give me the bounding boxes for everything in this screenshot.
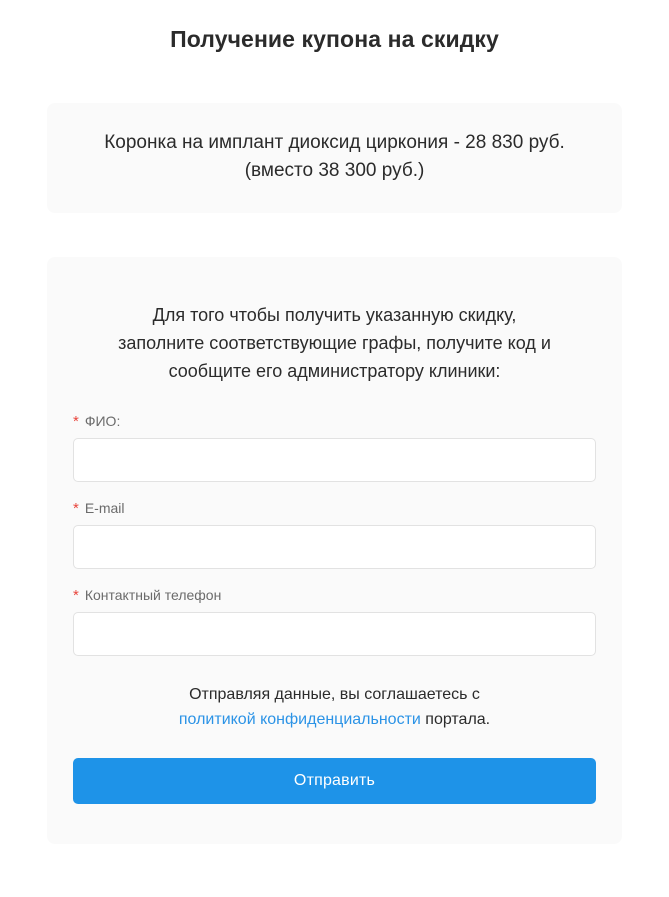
consent-text bbox=[73, 682, 596, 732]
privacy-policy-link[interactable]: политикой конфиденциальности bbox=[178, 711, 421, 728]
field-email-label-text: E-mail bbox=[84, 500, 125, 516]
field-phone-label-text: Контактный телефон bbox=[84, 587, 222, 603]
page-title: Получение купона на скидку bbox=[170, 26, 499, 52]
field-email-label bbox=[73, 500, 596, 516]
field-phone bbox=[73, 587, 596, 656]
field-fullname-label-text: ФИО: bbox=[84, 413, 121, 429]
consent-line-2 bbox=[73, 707, 596, 732]
coupon-form-card bbox=[47, 257, 622, 844]
required-asterisk-icon: * bbox=[73, 587, 79, 604]
offer-line-1: Коронка на имплант диоксид циркония - 28 830 руб. bbox=[104, 132, 565, 153]
field-email bbox=[73, 500, 596, 569]
form-intro-line-2: заполните соответствующие графы, получите код и bbox=[118, 333, 551, 353]
required-asterisk-icon: * bbox=[73, 413, 79, 430]
form-intro-line-3: сообщите его администратору клиники: bbox=[168, 361, 501, 381]
submit-button[interactable]: Отправить bbox=[73, 758, 596, 804]
field-fullname bbox=[73, 413, 596, 482]
coupon-page bbox=[0, 26, 669, 897]
form-intro bbox=[77, 301, 592, 385]
offer-line-2: (вместо 38 300 руб.) bbox=[244, 160, 425, 181]
email-input[interactable] bbox=[73, 525, 596, 569]
required-asterisk-icon: * bbox=[73, 500, 79, 517]
offer-card bbox=[47, 103, 622, 213]
phone-input[interactable] bbox=[73, 612, 596, 656]
consent-suffix: портала. bbox=[420, 711, 491, 728]
fullname-input[interactable] bbox=[73, 438, 596, 482]
field-fullname-label bbox=[73, 413, 596, 429]
form-intro-line-1: Для того чтобы получить указанную скидку, bbox=[152, 305, 517, 325]
consent-line-1: Отправляя данные, вы соглашаетесь с bbox=[189, 686, 480, 703]
field-phone-label bbox=[73, 587, 596, 603]
